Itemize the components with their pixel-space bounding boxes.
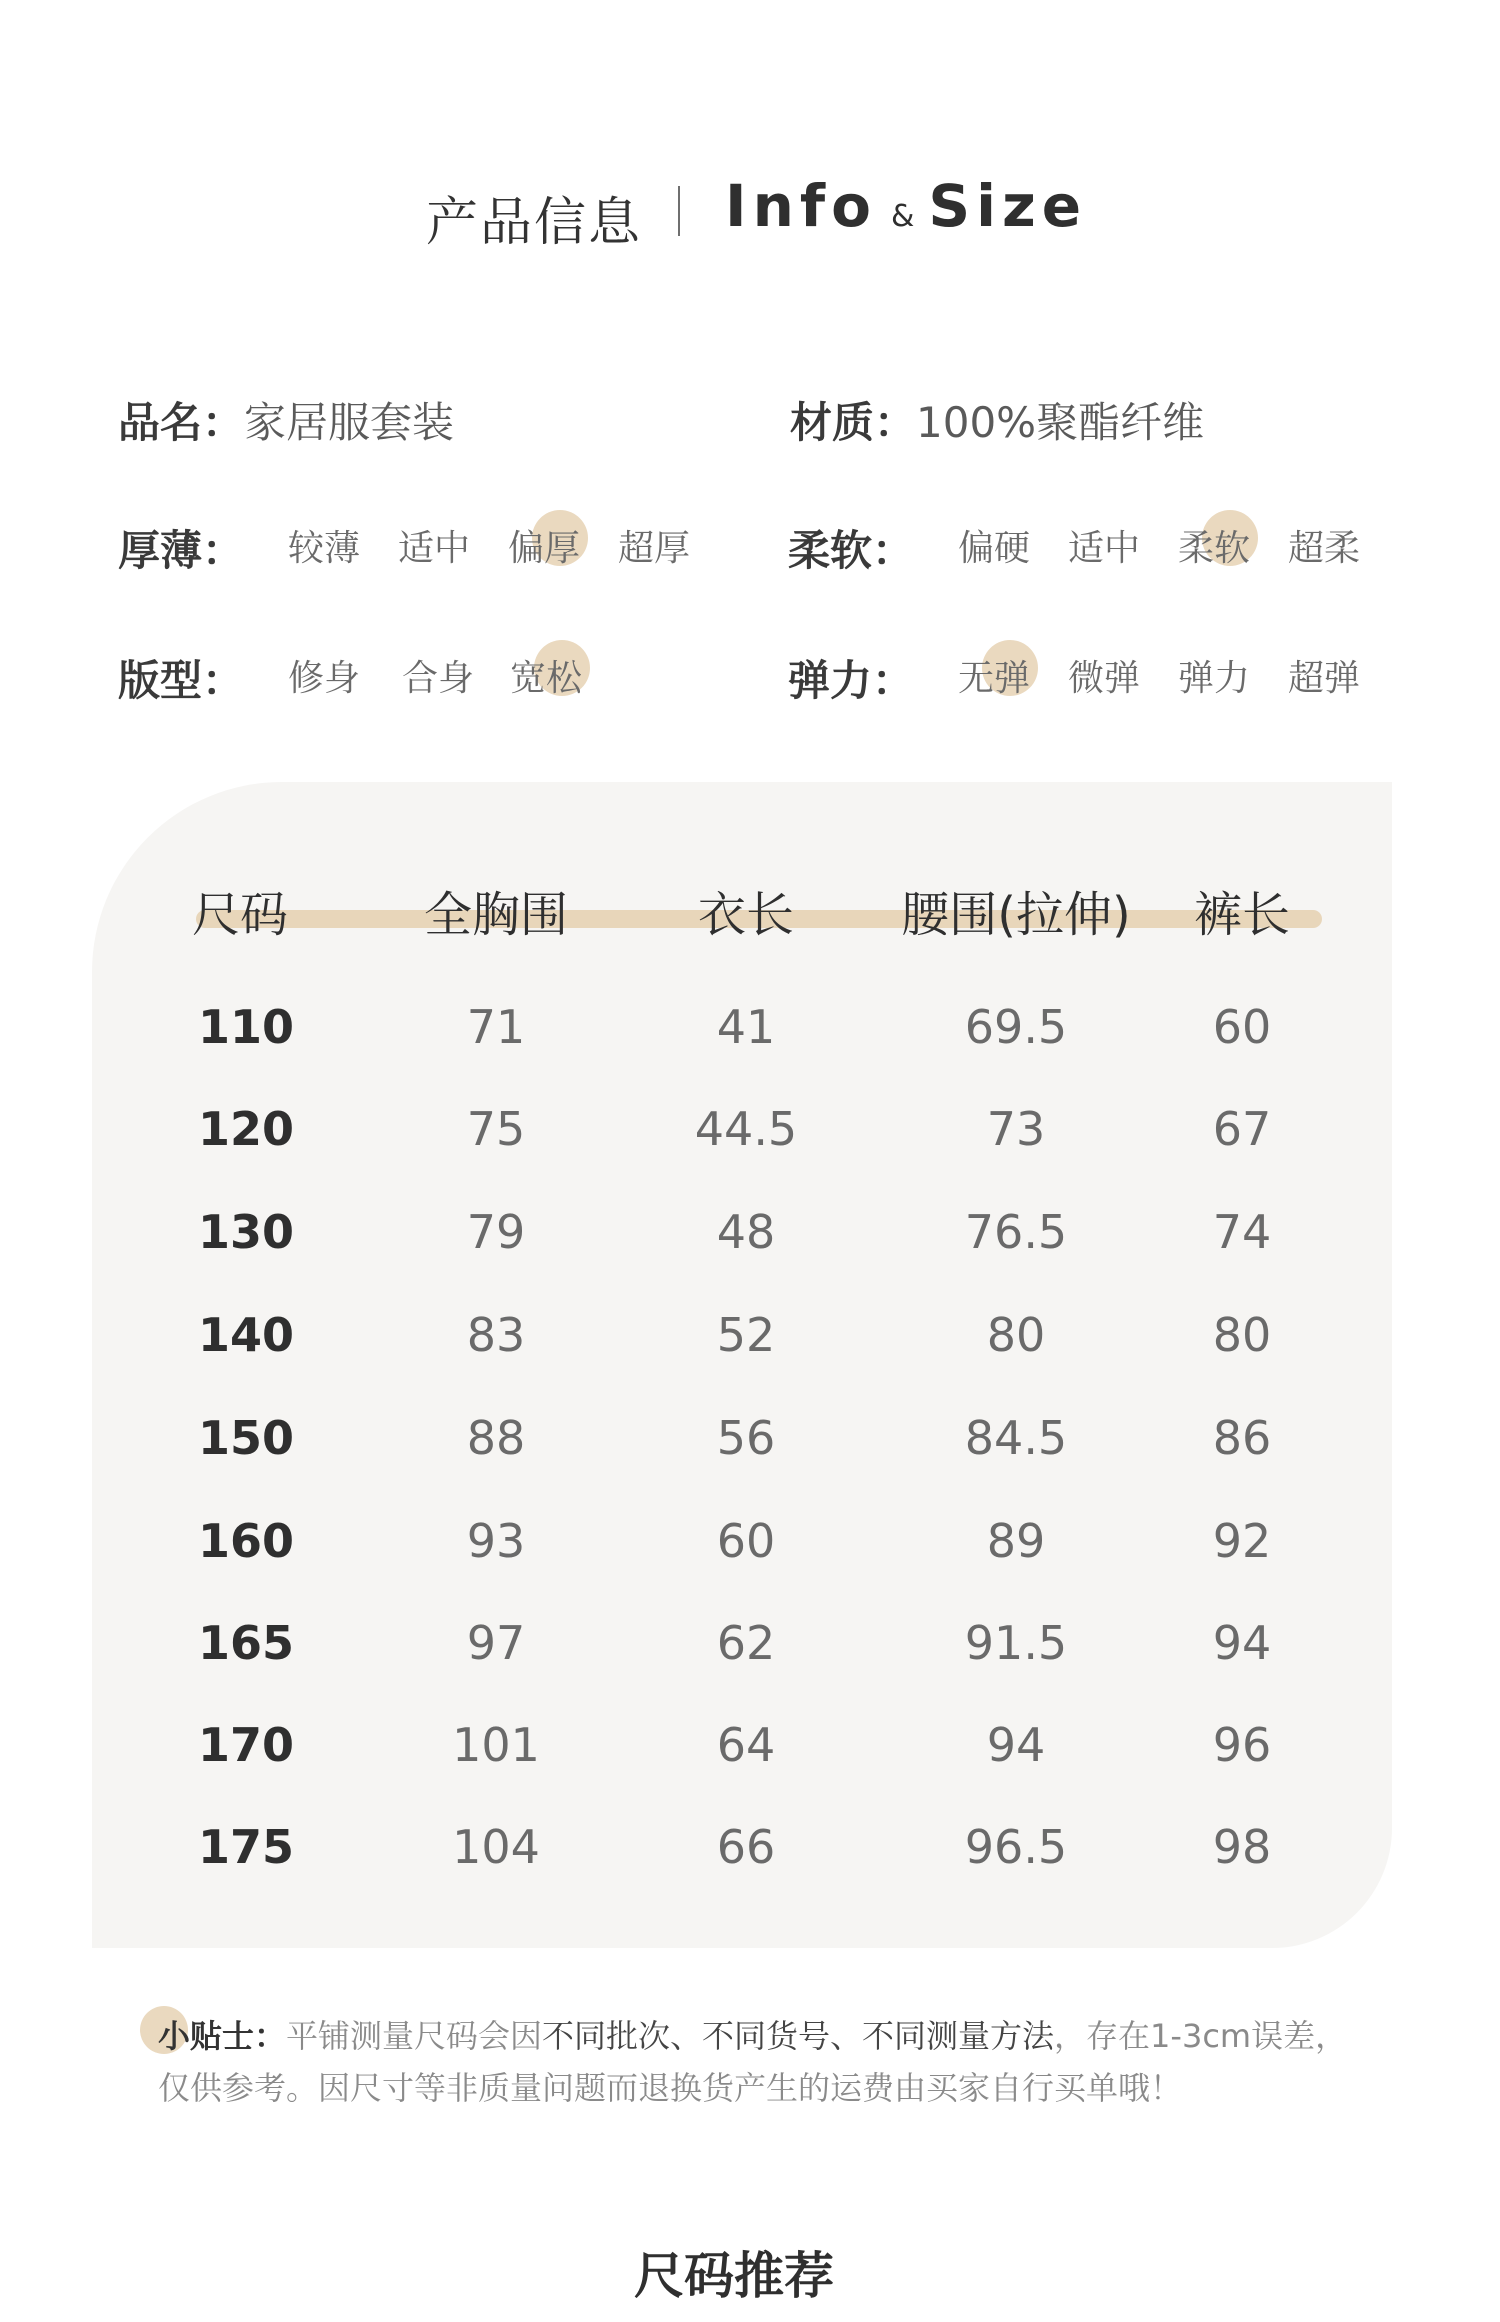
table-cell: 89 (986, 1514, 1046, 1568)
table-cell: 84.5 (964, 1411, 1068, 1465)
size-cell: 140 (198, 1308, 295, 1362)
softness-option-selected: 柔软 (1178, 520, 1250, 571)
table-cell: 41 (716, 1000, 776, 1054)
thickness-option: 适中 (398, 528, 471, 569)
table-cell: 64 (716, 1718, 776, 1772)
thickness-option-selected: 偏厚 (508, 520, 580, 571)
thickness-option: 较薄 (288, 528, 361, 569)
table-cell: 67 (1212, 1102, 1272, 1156)
table-cell: 74 (1212, 1205, 1272, 1259)
elasticity-option: 超弹 (1288, 658, 1361, 699)
table-header-cell: 全胸围 (423, 887, 568, 943)
table-cell: 97 (466, 1616, 526, 1670)
fit-option-selected: 宽松 (510, 650, 582, 701)
elasticity-option: 微弹 (1068, 658, 1141, 699)
header-title-cn: 产品信息 (426, 193, 643, 253)
softness-label: 柔软： (788, 526, 915, 575)
elasticity-label: 弹力： (788, 656, 915, 705)
table-cell: 94 (986, 1718, 1046, 1772)
material-value: 100%聚酯纤维 (916, 398, 1205, 447)
tip-key: 小贴士： (158, 2017, 287, 2055)
softness-option: 偏硬 (958, 528, 1031, 569)
table-cell: 98 (1212, 1820, 1272, 1874)
name-value: 家居服套装 (244, 398, 455, 447)
size-recommend-title: 尺码推荐 (634, 2247, 834, 2305)
fit-label: 版型： (118, 656, 245, 705)
softness-option: 超柔 (1288, 528, 1361, 569)
tip-part3: ，存在1-3cm误差，仅供参考。因尺寸等非质量问题而退换货产生的运费由买家自行买单哦！ (158, 2017, 1348, 2107)
size-cell: 130 (198, 1205, 295, 1259)
table-cell: 60 (1212, 1000, 1272, 1054)
table-cell: 93 (466, 1514, 526, 1568)
table-cell: 86 (1212, 1411, 1272, 1465)
table-cell: 94 (1212, 1616, 1272, 1670)
table-cell: 104 (452, 1820, 540, 1874)
tip-part2: 不同批次、不同货号、不同测量方法 (542, 2017, 1055, 2055)
table-cell: 80 (1212, 1308, 1272, 1362)
table-cell: 66 (716, 1820, 776, 1874)
table-cell: 56 (716, 1411, 776, 1465)
table-cell: 73 (986, 1102, 1046, 1156)
table-cell: 79 (466, 1205, 526, 1259)
name-row (118, 390, 454, 450)
table-cell: 52 (716, 1308, 776, 1362)
table-cell: 101 (452, 1718, 540, 1772)
size-cell: 175 (198, 1820, 295, 1874)
table-cell: 62 (716, 1616, 776, 1670)
table-cell: 91.5 (964, 1616, 1068, 1670)
table-cell: 92 (1212, 1514, 1272, 1568)
header-title-en (725, 172, 1087, 240)
size-cell: 120 (198, 1102, 295, 1156)
fit-option: 合身 (402, 658, 475, 699)
size-table-card (92, 782, 1392, 1948)
header-info: Info (725, 172, 877, 240)
table-cell: 71 (466, 1000, 526, 1054)
header-amp: & (890, 199, 915, 234)
size-cell: 150 (198, 1411, 295, 1465)
size-cell: 165 (198, 1616, 295, 1670)
table-cell: 96.5 (964, 1820, 1068, 1874)
table-cell: 44.5 (694, 1102, 798, 1156)
size-cell: 170 (198, 1718, 295, 1772)
table-header-cell: 腰围(拉伸) (901, 887, 1131, 943)
table-cell: 69.5 (964, 1000, 1068, 1054)
thickness-label: 厚薄： (118, 526, 245, 575)
material-label: 材质： (790, 398, 917, 447)
table-cell: 75 (466, 1102, 526, 1156)
header-divider (678, 186, 680, 236)
softness-option: 适中 (1068, 528, 1141, 569)
table-header-cell: 裤长 (1193, 887, 1290, 943)
thickness-option: 超厚 (618, 528, 691, 569)
table-header-cell: 衣长 (697, 887, 794, 943)
tip-text (158, 2010, 1358, 2114)
name-label: 品名： (118, 398, 245, 447)
table-cell: 48 (716, 1205, 776, 1259)
header-size: Size (928, 172, 1088, 240)
tip-part1: 平铺测量尺码会因 (286, 2017, 543, 2055)
size-cell: 110 (198, 1000, 295, 1054)
table-header-cell: 尺码 (191, 887, 288, 943)
elasticity-option-selected: 无弹 (958, 650, 1030, 701)
table-cell: 80 (986, 1308, 1046, 1362)
table-cell: 83 (466, 1308, 526, 1362)
table-cell: 60 (716, 1514, 776, 1568)
size-cell: 160 (198, 1514, 295, 1568)
fit-option: 修身 (288, 658, 361, 699)
table-cell: 76.5 (964, 1205, 1068, 1259)
elasticity-option: 弹力 (1178, 658, 1251, 699)
table-cell: 96 (1212, 1718, 1272, 1772)
table-cell: 88 (466, 1411, 526, 1465)
material-row (790, 390, 1204, 450)
